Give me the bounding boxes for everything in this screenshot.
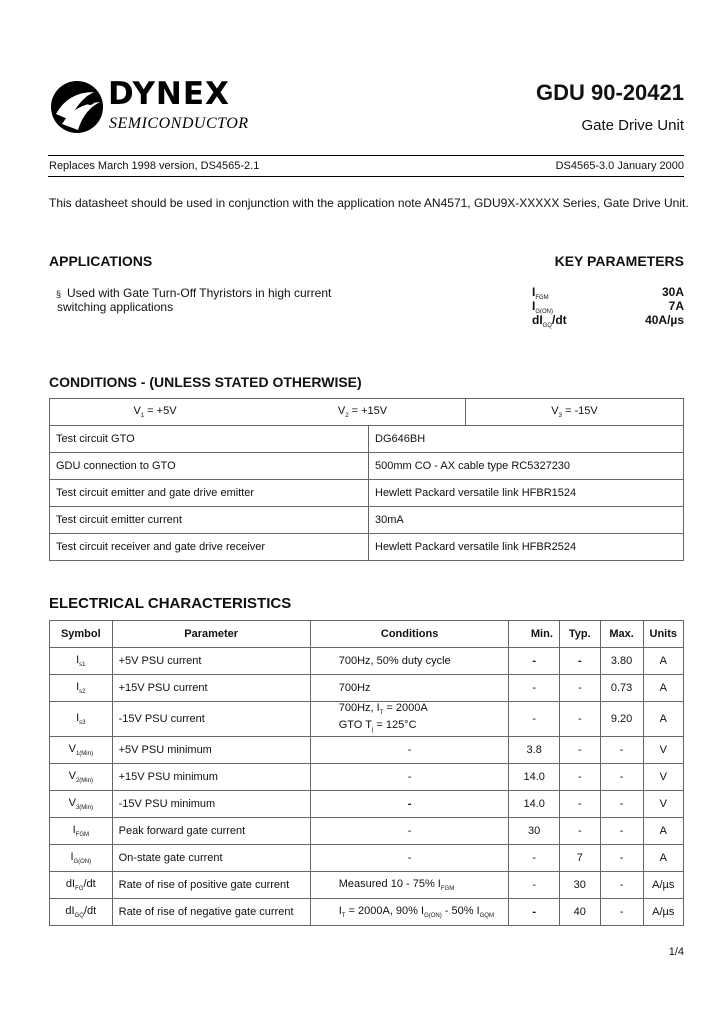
table-row: Test circuit receiver and gate drive receiver Hewlett Packard versatile link HFBR2524	[50, 534, 684, 561]
table-row: $I_{FGM}$ Peak forward gate current - 30 - - A	[50, 818, 684, 845]
applications-item-cont: switching applications	[57, 300, 174, 314]
header-rule-top	[48, 155, 684, 156]
dynex-logo	[48, 78, 248, 136]
table-row: $I_{G(ON)}$ On-state gate current - - 7 - A	[50, 845, 684, 872]
table-row: GDU connection to GTO 500mm CO - AX cable type RC5327230	[50, 453, 684, 480]
key-parameters-heading: KEY PARAMETERS	[554, 253, 684, 269]
document-subtitle: Gate Drive Unit	[581, 117, 684, 134]
table-row: $dI_{GQ}/dt$ Rate of rise of negative gate current $I_T = 2000A$, 90% $I_{G(ON)} - 50\%$ $I_{GQM}$ - 40 - A/µs	[50, 899, 684, 926]
logo-subtitle: SEMICONDUCTOR	[109, 115, 249, 132]
conditions-table	[49, 398, 684, 561]
supply-v2: $V_2 = +15V$	[337, 405, 388, 419]
replaces-note: Replaces March 1998 version, DS4565-2.1	[49, 160, 260, 172]
bullet-icon: §	[56, 289, 62, 299]
applications-item: § Used with Gate Turn-Off Thyristors in high current	[56, 286, 332, 300]
dynex-logo-icon	[48, 78, 106, 136]
table-row: Test circuit emitter current 30mA	[50, 507, 684, 534]
page-number: 1/4	[668, 946, 684, 958]
table-row: $V_{1(Min)}$ +5V PSU minimum - 3.8 - - V	[50, 737, 684, 764]
header-rule-bottom	[48, 176, 684, 177]
table-row: Test circuit GTO DG646BH	[50, 426, 684, 453]
electrical-table	[49, 620, 684, 926]
electrical-heading: ELECTRICAL CHARACTERISTICS	[49, 595, 292, 612]
document-title: GDU 90-20421	[536, 80, 684, 105]
supply-v1: $V_1 = +5V$	[133, 405, 177, 419]
intro-text: This datasheet should be used in conjunction with the application note AN4571, GDU9X-XXXXX Series, Gate Drive Unit.	[49, 196, 689, 210]
applications-heading: APPLICATIONS	[49, 253, 153, 269]
table-row: $I_{s1}$ +5V PSU current 700Hz, 50% duty cycle - - 3.80 A	[50, 648, 684, 675]
table-row: Test circuit emitter and gate drive emitter Hewlett Packard versatile link HFBR1524	[50, 480, 684, 507]
table-row: $I_{s2}$ +15V PSU current 700Hz - - 0.73 A	[50, 675, 684, 702]
conditions-heading: CONDITIONS - (UNLESS STATED OTHERWISE)	[49, 374, 362, 390]
table-row: $V_{3(Min)}$ -15V PSU minimum - 14.0 - - V	[50, 791, 684, 818]
logo-wordmark: DYNEX	[108, 76, 230, 112]
document-id: DS4565-3.0 January 2000	[555, 160, 684, 172]
table-row: $dI_{FG}/dt$ Rate of rise of positive gate current Measured 10 - 75% $I_{FGM}$ - 30 - A/µs	[50, 872, 684, 899]
table-header-row: Symbol Parameter Conditions Min. Typ. Max. Units	[50, 621, 684, 648]
supply-row	[50, 399, 684, 426]
table-row: $I_{s3}$ -15V PSU current 700Hz, $I_T = 2000A$ GTO $T_j = 125^\circ C$ - - 9.20 A	[50, 702, 684, 737]
supply-v3: $V_3 = -15V$	[465, 399, 683, 425]
table-row: $V_{2(Min)}$ +15V PSU minimum - 14.0 - - V	[50, 764, 684, 791]
